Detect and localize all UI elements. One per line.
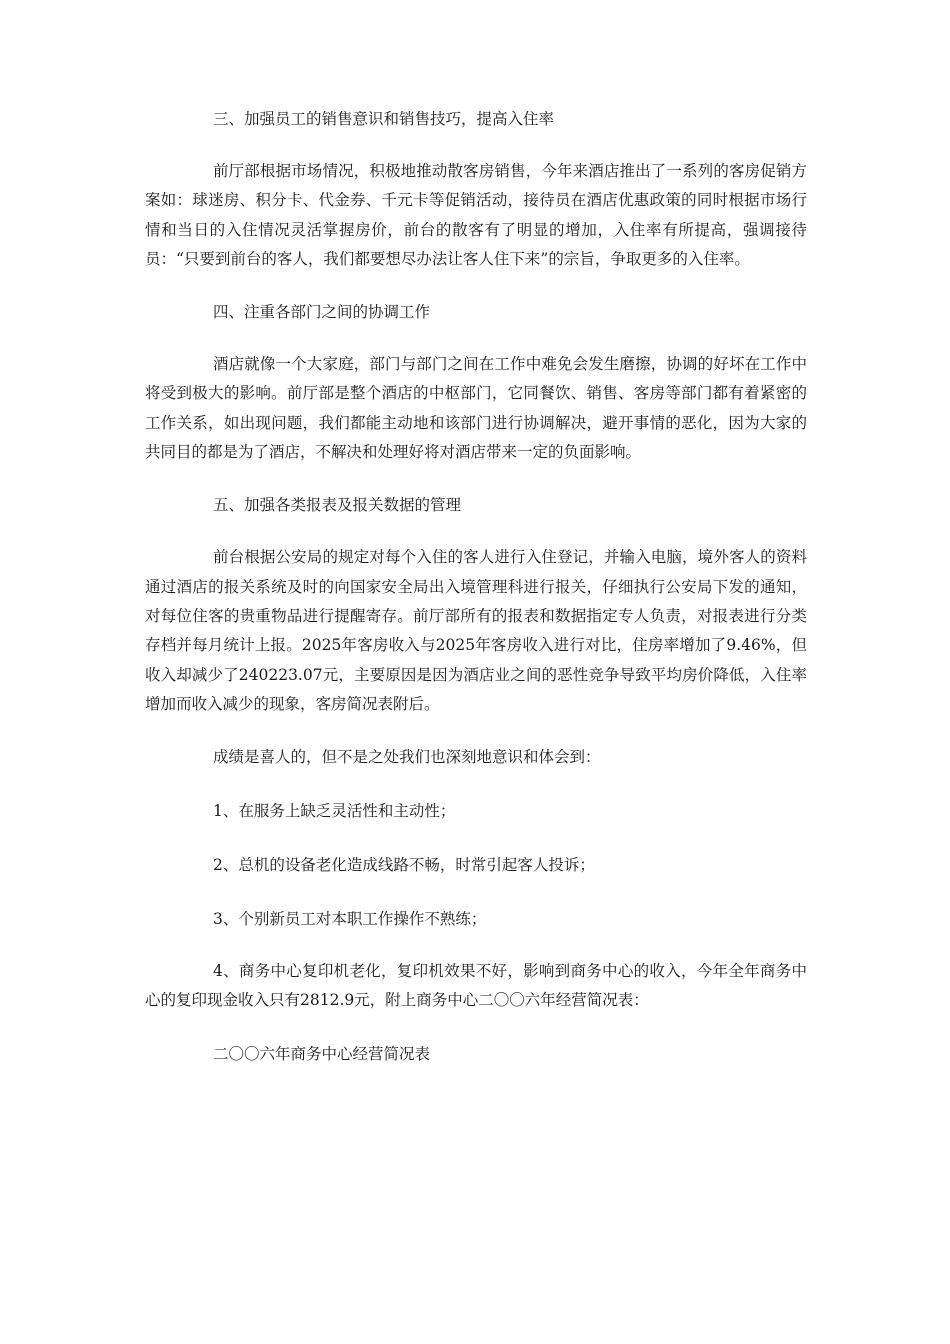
section-paragraph-5: 前台根据公安局的规定对每个入住的客人进行入住登记，并输入电脑，境外客人的资料通过酒店的报关系统及时的向国家安全局出入境管理科进行报关，仔细执行公安局下发的通知，对每位住客的贵重物品进行提醒寄存。前厅部所有的报表和数据指定专人负责，对报表进行分类存档并每月统计上报。2025年客房收入与2025年客房收入进行对比，住房率增加了9.46%，但收入却减少了240223.07元，主要原因是因为酒店业之间的恶性竞争导致平均房价降低，入住率增加而收入减少的现象，客房简况表附后。 bbox=[145, 548, 807, 713]
document-body bbox=[145, 103, 807, 1070]
summary-item-4: 4、商务中心复印机老化，复印机效果不好，影响到商务中心的收入，今年全年商务中心的复印现金收入只有2812.9元，附上商务中心二〇〇六年经营简况表： bbox=[145, 962, 807, 1010]
summary-item-1: 1、在服务上缺乏灵活性和主动性； bbox=[213, 802, 456, 821]
section-heading-3: 三、加强员工的销售意识和销售技巧，提高入住率 bbox=[213, 110, 555, 128]
summary-intro: 成绩是喜人的，但不是之处我们也深刻地意识和体会到： bbox=[213, 748, 601, 767]
table-title: 二〇〇六年商务中心经营简况表 bbox=[213, 1044, 431, 1063]
section-paragraph-3: 前厅部根据市场情况，积极地推动散客房销售，今年来酒店推出了一系列的客房促销方案如：球迷房、积分卡、代金券、千元卡等促销活动，接待员在酒店优惠政策的同时根据市场行情和当日的入住情况灵活掌握房价，前台的散客有了明显的增加，入住率有所提高，强调接待员：“只要到前台的客人，我们都要想尽办法让客人住下来”的宗旨，争取更多的入住率。 bbox=[145, 162, 807, 268]
section-heading-5: 五、加强各类报表及报关数据的管理 bbox=[213, 496, 462, 515]
section-heading-4: 四、注重各部门之间的协调工作 bbox=[213, 303, 431, 322]
summary-item-2: 2、总机的设备老化造成线路不畅，时常引起客人投诉； bbox=[213, 856, 595, 875]
section-paragraph-4: 酒店就像一个大家庭，部门与部门之间在工作中难免会发生磨擦，协调的好坏在工作中将受到极大的影响。前厅部是整个酒店的中枢部门，它同餐饮、销售、客房等部门都有着紧密的工作关系，如出现问题，我们都能主动地和该部门进行协调解决，避开事情的恶化，因为大家的共同目的都是为了酒店，不解决和处理好将对酒店带来一定的负面影响。 bbox=[145, 355, 807, 462]
summary-item-3: 3、个别新员工对本职工作操作不熟练； bbox=[213, 910, 487, 929]
